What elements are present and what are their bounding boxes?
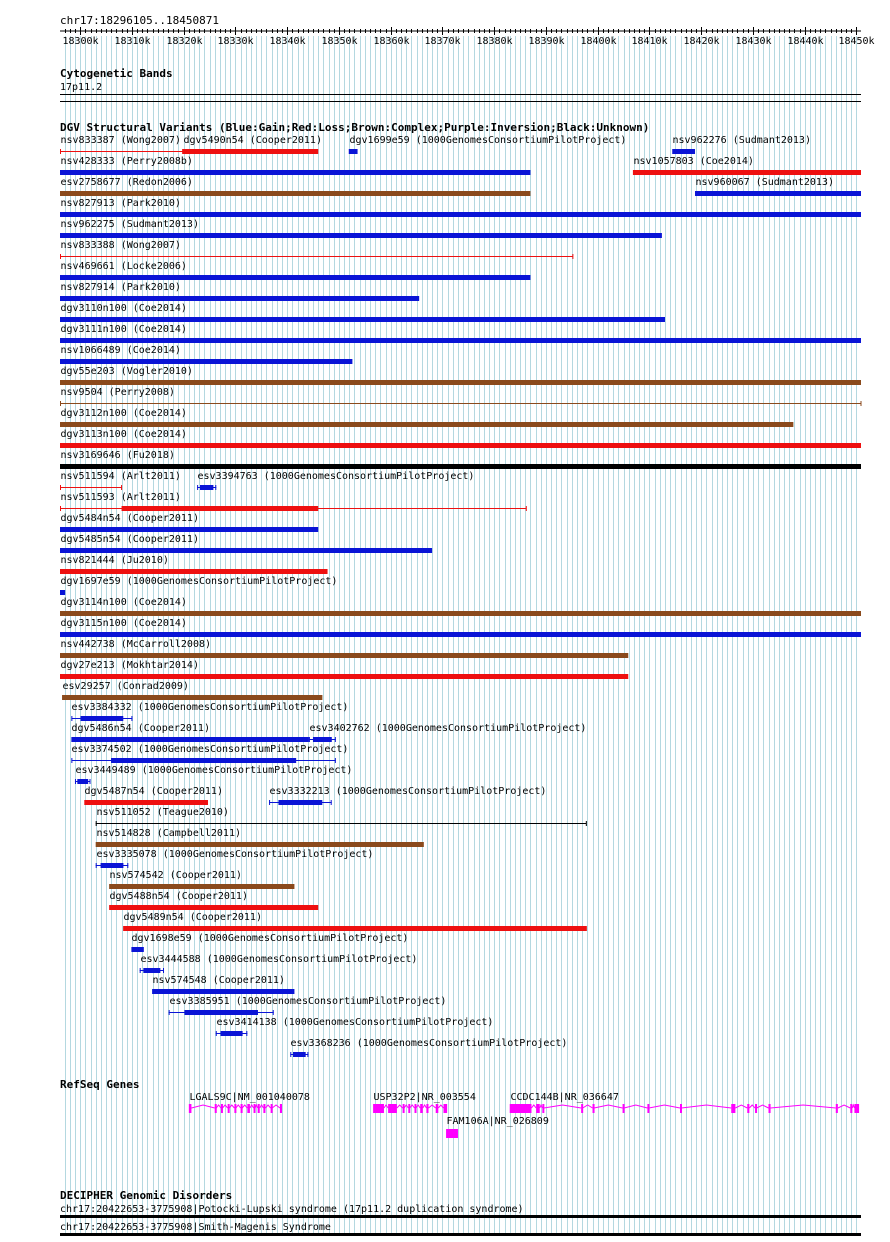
dgv-variant-bar [60,611,861,616]
ruler-tick-label: 18410k [631,36,668,47]
dgv-variant-bar [60,359,352,364]
refseq-exon [388,1104,397,1113]
refseq-exon [755,1104,757,1113]
refseq-title: RefSeq Genes [60,1078,140,1091]
ruler-tick-label: 18450k [838,36,875,47]
dgv-variant-label: nsv469661 (Locke2006) [60,261,187,272]
dgv-variant-label: nsv442738 (McCarroll2008) [60,639,212,650]
dgv-variant-bar [60,653,628,658]
dgv-variant-label: esv3384332 (1000GenomesConsortiumPilotProject) [71,702,349,713]
dgv-variant-label: esv3414138 (1000GenomesConsortiumPilotProject) [216,1017,494,1028]
dgv-variant-label: esv29257 (Conrad2009) [62,681,189,692]
dgv-variant-label: dgv1699e59 (1000GenomesConsortiumPilotProject) [349,135,627,146]
dgv-variant-label: dgv3113n100 (Coe2014) [60,429,187,440]
dgv-variant-bar [60,275,530,280]
dgv-variant-label: esv3449489 (1000GenomesConsortiumPilotProject) [75,765,353,776]
dgv-variant [60,240,573,259]
refseq-exon [189,1104,192,1113]
dgv-variant-label: esv3374502 (1000GenomesConsortiumPilotProject) [71,744,349,755]
dgv-variant-label: dgv1698e59 (1000GenomesConsortiumPilotProject) [131,933,409,944]
dgv-variant-label: nsv428333 (Perry2008b) [60,156,193,167]
dgv-variant-bar [293,1052,306,1057]
dgv-variant-label: nsv1057803 (Coe2014) [633,156,754,167]
dgv-variant-bar [200,485,213,490]
dgv-variant-bar [131,947,143,952]
decipher-title: DECIPHER Genomic Disorders [60,1189,233,1202]
dgv-variant-bar [183,149,319,154]
dgv-variant [60,618,861,637]
refseq-exon [271,1104,273,1113]
dgv-variant-bar [101,863,124,868]
decipher-disorder-label: chr17:20422653-3775908|Smith-Magenis Syndrome [60,1222,331,1233]
dgv-variant-label: nsv574548 (Cooper2011) [152,975,285,986]
refseq-exon [623,1104,625,1113]
refseq-gene-label: USP32P2|NR_003554 [373,1092,476,1103]
refseq-exon [241,1104,243,1113]
dgv-variant [60,450,861,469]
dgv-variant-bar [122,506,319,511]
dgv-variant-bar [152,989,294,994]
refseq-gene [373,1092,476,1113]
cytoband-title: Cytogenetic Bands [60,67,173,80]
dgv-structural-variants-track [60,121,861,1057]
dgv-features [60,135,861,1057]
refseq-intron [229,1105,234,1108]
dgv-variant-bar [60,443,861,448]
dgv-variant-bar [123,926,587,931]
dgv-variant-label: dgv3110n100 (Coe2014) [60,303,187,314]
decipher-disorder-bar [60,1215,861,1218]
refseq-gene [189,1092,310,1113]
dgv-variant-label: dgv5488n54 (Cooper2011) [109,891,248,902]
dgv-variant-bar [96,842,424,847]
refseq-exon [836,1104,838,1113]
dgv-variant [60,366,861,385]
dgv-variant [60,135,183,154]
dgv-variant [109,891,318,910]
dgv-variant-bar [111,758,296,763]
ruler-tick-label: 18320k [166,36,203,47]
dgv-variant-label: nsv514828 (Campbell2011) [96,828,241,839]
dgv-variant-bar [60,338,861,343]
dgv-variant-bar [60,191,530,196]
refseq-exon [747,1104,749,1113]
refseq-intron [749,1105,755,1108]
refseq-gene [510,1092,859,1113]
dgv-variant-bar [62,695,322,700]
dgv-variant-label: dgv5486n54 (Cooper2011) [71,723,210,734]
dgv-variant-label: esv3332213 (1000GenomesConsortiumPilotProject) [269,786,547,797]
dgv-variant-bar [695,191,861,196]
dgv-variant-label: esv3335078 (1000GenomesConsortiumPilotProject) [96,849,374,860]
ruler-tick-label: 18440k [787,36,824,47]
dgv-variant [60,513,318,532]
dgv-variant-label: nsv9504 (Perry2008) [60,387,175,398]
refseq-exon [403,1104,405,1113]
refseq-intron [544,1105,581,1108]
dgv-variant-bar [60,569,328,574]
dgv-variant-label: nsv962276 (Sudmant2013) [672,135,811,146]
dgv-variant [60,198,861,217]
decipher-disorder-label: chr17:20422653-3775908|Potocki-Lupski syndrome (17p11.2 duplication syndrome) [60,1204,524,1215]
refseq-exon [373,1104,384,1113]
dgv-variant-label: nsv833388 (Wong2007) [60,240,181,251]
refseq-exon [221,1104,223,1113]
ruler-tick-label: 18380k [476,36,513,47]
dgv-variant-bar [109,884,294,889]
dgv-variant-bar [60,632,861,637]
dgv-variant-bar [60,548,432,553]
refseq-intron [852,1105,854,1108]
dgv-variant-bar [278,800,322,805]
dgv-variant-bar [60,233,662,238]
refseq-intron [624,1105,647,1108]
dgv-variant [84,786,223,805]
decipher-disorder-bar [60,1233,861,1236]
dgv-variant-bar [60,527,318,532]
dgv-variant-label: dgv5487n54 (Cooper2011) [84,786,223,797]
dgv-variant [96,807,587,826]
dgv-variant-label: dgv5490n54 (Cooper2011) [183,135,322,146]
refseq-intron [410,1105,415,1108]
decipher-disorder [60,1222,861,1236]
dgv-variant-label: esv3394763 (1000GenomesConsortiumPilotProject) [197,471,475,482]
refseq-exon [258,1104,260,1113]
dgv-variant-label: nsv511594 (Arlt2011) [60,471,181,482]
refseq-exon [680,1104,682,1113]
dgv-variant-bar [60,590,65,595]
ruler-tick-label: 18360k [373,36,410,47]
refseq-exon [228,1104,230,1113]
dgv-variant-label: esv3402762 (1000GenomesConsortiumPilotProject) [309,723,587,734]
dgv-variant-bar [349,149,358,154]
dgv-variant-label: dgv55e203 (Vogler2010) [60,366,193,377]
refseq-exon [443,1104,447,1113]
refseq-exon [247,1104,250,1113]
refseq-intron [416,1105,420,1108]
ruler-tick-label: 18420k [683,36,720,47]
ruler-tick-label: 18340k [269,36,306,47]
dgv-variant [60,597,861,616]
dgv-variant-label: nsv511593 (Arlt2011) [60,492,181,503]
ruler-tick-label: 18310k [114,36,151,47]
refseq-intron [272,1105,280,1108]
ruler-tick-label: 18330k [217,36,254,47]
refseq-genes-track [60,1078,859,1138]
dgv-variant-label: nsv827913 (Park2010) [60,198,181,209]
dgv-variant [152,975,294,994]
decipher-disorder [60,1204,861,1218]
dgv-variant-label: nsv574542 (Cooper2011) [109,870,242,881]
dgv-variant [71,702,348,721]
dgv-variant-bar [672,149,695,154]
dgv-variant [169,996,447,1015]
dgv-variant-label: dgv3114n100 (Coe2014) [60,597,187,608]
refseq-exon [850,1104,852,1113]
dgv-variant-bar [60,296,419,301]
dgv-variant-label: esv3385951 (1000GenomesConsortiumPilotProject) [169,996,447,1007]
refseq-exon [510,1104,532,1113]
refseq-exon [593,1104,595,1113]
dgv-variant [672,135,811,154]
dgv-variant-label: nsv1066489 (Coe2014) [60,345,181,356]
decipher-features [60,1204,861,1236]
dgv-variant-bar [60,170,530,175]
refseq-exon [536,1104,540,1113]
dgv-variant-bar [77,779,88,784]
dgv-variant [60,324,861,343]
refseq-exon [769,1104,771,1113]
refseq-gene-label: CCDC144B|NR_036647 [510,1092,619,1103]
refseq-exon [542,1104,544,1113]
dgv-variant [60,408,793,427]
dgv-variant-bar [313,737,332,742]
ruler-tick-label: 18300k [62,36,99,47]
dgv-variant [633,156,861,175]
refseq-exon [436,1104,439,1113]
cytogenetic-bands-track [60,67,861,102]
dgv-variant [60,156,530,175]
refseq-exon [408,1104,410,1113]
dgv-variant-label: esv2758677 (Redon2006) [60,177,193,188]
dgv-variant [60,303,665,322]
refseq-gene [446,1116,549,1138]
refseq-exon [254,1104,256,1113]
position-ruler [60,14,875,47]
ruler-tick-label: 18400k [580,36,617,47]
dgv-variant [62,681,322,700]
dgv-variant-bar [143,968,160,973]
dgv-variant-label: dgv1697e59 (1000GenomesConsortiumPilotProject) [60,576,338,587]
decipher-genomic-disorders-track [60,1189,861,1236]
refseq-exon [426,1104,428,1113]
dgv-variant [60,492,526,511]
dgv-variant [309,723,587,742]
dgv-variant-label: esv3368236 (1000GenomesConsortiumPilotProject) [290,1038,568,1049]
dgv-variant-label: nsv962275 (Sudmant2013) [60,219,199,230]
dgv-variant-label: nsv833387 (Wong2007) [60,135,181,146]
dgv-variant [131,933,408,952]
dgv-variant [60,387,861,406]
dgv-variant [71,744,348,763]
dgv-variant-bar [60,212,861,217]
dgv-variant [60,471,181,490]
dgv-variant-label: dgv5484n54 (Cooper2011) [60,513,199,524]
dgv-variant-label: esv3444588 (1000GenomesConsortiumPilotProject) [140,954,418,965]
dgv-variant [269,786,546,805]
refseq-exon [647,1104,649,1113]
dgv-variant-bar [71,737,309,742]
dgv-variant [71,723,309,742]
dgv-variant-label: dgv27e213 (Mokhtar2014) [60,660,199,671]
ruler-tick-label: 18390k [528,36,565,47]
dgv-variant-bar [60,464,861,469]
dgv-variant-bar [81,716,124,721]
dgv-variant-label: dgv5485n54 (Cooper2011) [60,534,199,545]
refseq-exon [581,1104,583,1113]
refseq-intron [531,1105,536,1108]
dgv-title: DGV Structural Variants (Blue:Gain;Red:Loss;Brown:Complex;Purple:Inversion;Black:Unknown) [60,121,650,134]
dgv-variant-bar [184,1010,258,1015]
refseq-intron [771,1105,836,1108]
dgv-variant [60,177,530,196]
dgv-variant-label: dgv3115n100 (Coe2014) [60,618,187,629]
ruler-tick-label: 18350k [321,36,358,47]
refseq-exon [420,1104,423,1113]
dgv-variant-bar [84,800,208,805]
refseq-exon [234,1104,236,1113]
refseq-exon [731,1104,735,1113]
dgv-variant [349,135,627,154]
dgv-variant-label: nsv827914 (Park2010) [60,282,181,293]
refseq-intron [838,1105,850,1108]
refseq-exon [446,1129,458,1138]
dgv-variant-bar [60,422,793,427]
refseq-exon [215,1104,217,1113]
ruler-tick-label: 18430k [735,36,772,47]
refseq-exon [263,1104,265,1113]
dgv-variant-label: dgv3112n100 (Coe2014) [60,408,187,419]
dgv-variant [96,828,424,847]
refseq-gene-label: LGALS9C|NM_001040078 [189,1092,310,1103]
dgv-variant-label: nsv821444 (Ju2010) [60,555,169,566]
dgv-variant-label: dgv5489n54 (Cooper2011) [123,912,262,923]
dgv-variant-bar [60,674,628,679]
cytoband-label: 17p11.2 [60,82,103,93]
refseq-intron [236,1105,241,1108]
dgv-variant-bar [60,317,665,322]
refseq-exon [854,1104,859,1113]
ruler-tick-label: 18370k [424,36,461,47]
dgv-variant-label: nsv3169646 (Fu2018) [60,450,175,461]
refseq-exon [280,1104,282,1113]
dgv-variant-bar [109,905,318,910]
dgv-variant [183,135,322,154]
dgv-variant [60,261,530,280]
refseq-intron [423,1105,427,1108]
dgv-variant [60,429,861,448]
refseq-gene-label: FAM106A|NR_026809 [446,1116,549,1127]
dgv-variant-bar [60,380,861,385]
dgv-variant-label: nsv960067 (Sudmant2013) [695,177,834,188]
refseq-exon [414,1104,416,1113]
dgv-variant-label: nsv511052 (Teague2010) [96,807,229,818]
dgv-variant-bar [220,1031,242,1036]
dgv-variant-bar [633,170,861,175]
region-label: chr17:18296105..18450871 [60,14,219,27]
dgv-variant-label: dgv3111n100 (Coe2014) [60,324,187,335]
